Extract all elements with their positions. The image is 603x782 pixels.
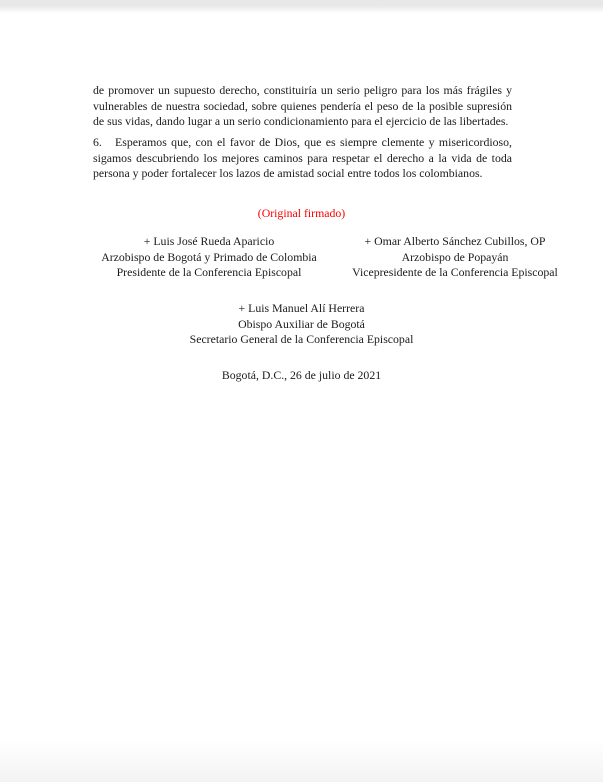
signatory-role: Vicepresidente de la Conferencia Episcopal — [352, 265, 558, 279]
signatory-title: Arzobispo de Bogotá y Primado de Colombia — [101, 249, 317, 264]
page-top-edge — [0, 0, 603, 13]
original-signed-note: (Original firmado) — [257, 206, 346, 220]
signatory-title: Obispo Auxiliar de Bogotá — [238, 316, 365, 331]
dateline: Bogotá, D.C., 26 de julio de 2021 — [221, 368, 382, 382]
paragraph-1: de promover un supuesto derecho, constituiría un serio peligro para los más frágiles y vulnerables de nuestra sociedad, sobre quienes pendería el peso de la posible supresión de sus vidas, dando lugar a un serio condicionamiento para el ejercicio de las libertades. — [93, 83, 512, 128]
paragraph-2: 6. Esperamos que, con el favor de Dios, que es siempre clemente y misericordioso, sigamos descubriendo los mejores caminos para respetar el derecho a la vida de toda persona y poder fortalecer los lazos de amistad social entre todos los colombianos. — [93, 135, 512, 180]
page-bottom-edge — [0, 740, 603, 782]
signatory-title: Arzobispo de Popayán — [401, 249, 509, 264]
signatory-name: + Luis Manuel Alí Herrera — [238, 301, 365, 315]
signatory-name: + Omar Alberto Sánchez Cubillos, OP — [364, 234, 546, 248]
signature-row — [93, 234, 565, 281]
signatory-role: Secretario General de la Conferencia Episcopal — [189, 332, 414, 346]
signature-block-president — [93, 234, 325, 281]
signatory-name: + Luis José Rueda Aparicio — [143, 234, 275, 248]
signature-block-vicepresident — [345, 234, 565, 281]
signatory-role: Presidente de la Conferencia Episcopal — [116, 265, 302, 279]
signature-block-secretary — [0, 301, 603, 348]
